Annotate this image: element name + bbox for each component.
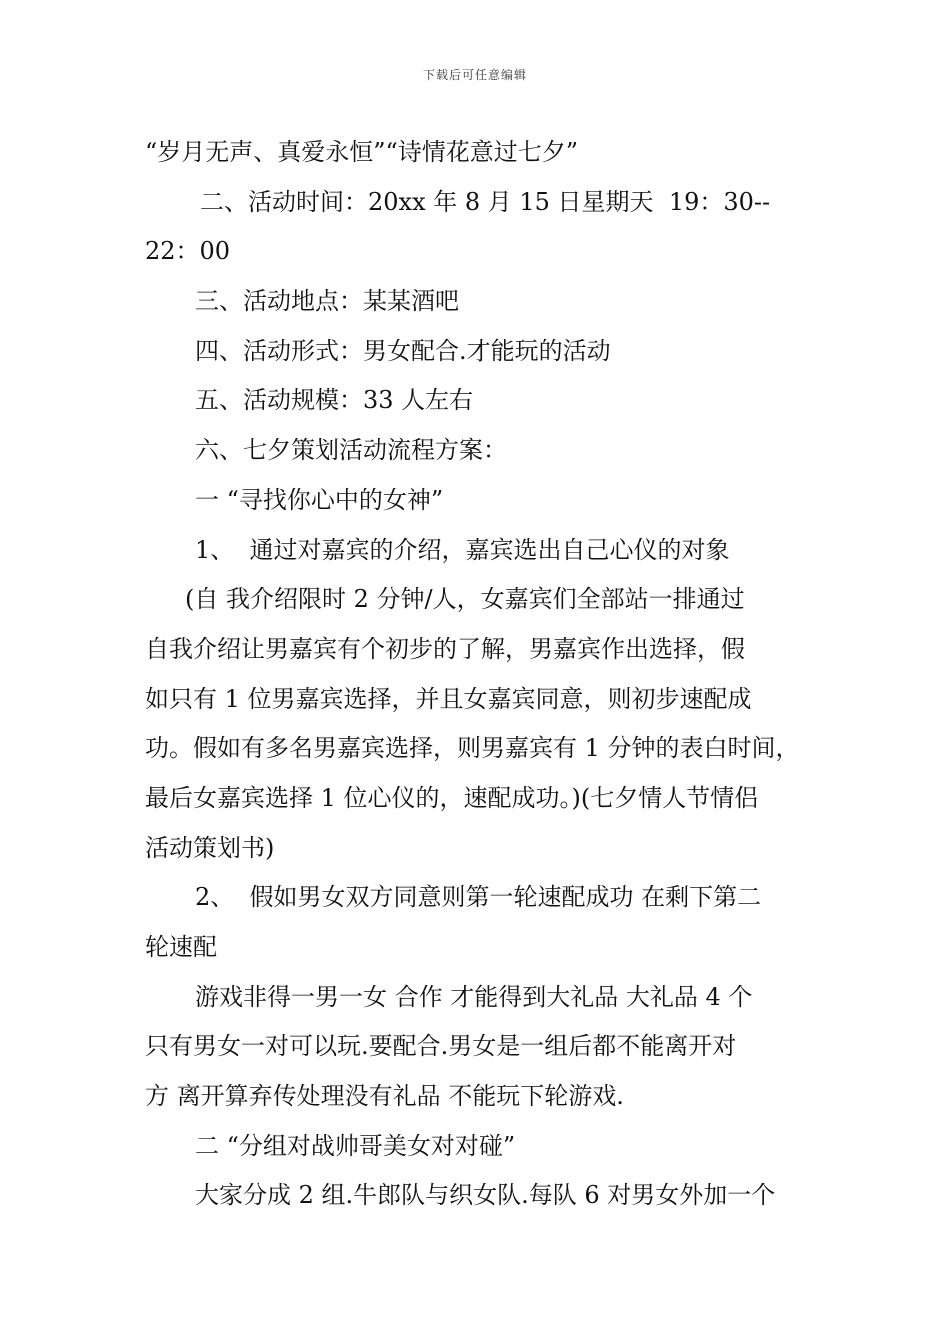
text-line-body: 方 离开算弃传处理没有礼品 不能玩下轮游戏.	[145, 1082, 624, 1111]
text-line-body: 活动策划书)	[145, 833, 275, 862]
text-line-body: 如只有 1 位男嘉宾选择，并且女嘉宾同意，则初步速配成	[145, 684, 752, 713]
text-line-body: 自我介绍让男嘉宾有个初步的了解，男嘉宾作出选择，假	[145, 634, 745, 663]
text-line-game-rules: 游戏非得一男一女 合作 才能得到大礼品 大礼品 4 个	[195, 982, 753, 1011]
text-line-body: 只有男女一对可以玩.要配合.男女是一组后都不能离开对	[145, 1032, 737, 1061]
text-line-location: 三、活动地点：某某酒吧	[195, 287, 459, 316]
text-line-step-two-cont: 轮速配	[145, 933, 217, 961]
text-line-format: 四、活动形式：男女配合.才能玩的活动	[195, 336, 611, 365]
text-line-step-one: 1、 通过对嘉宾的介绍，嘉宾选出自己心仪的对象	[195, 535, 730, 564]
text-line-step-two: 2、 假如男女双方同意则第一轮速配成功 在剩下第二	[195, 883, 762, 912]
text-line-step-one-detail: (自 我介绍限时 2 分钟/人，女嘉宾们全部站一排通过	[185, 585, 745, 614]
text-line-body: 最后女嘉宾选择 1 位心仪的，速配成功。)(七夕情人节情侣	[145, 783, 759, 812]
text-line-body: 功。假如有多名男嘉宾选择，则男嘉宾有 1 分钟的表白时间，	[145, 734, 800, 763]
text-line-section-two: 二 “分组对战帅哥美女对对碰”	[195, 1131, 516, 1160]
text-line-teams: 大家分成 2 组.牛郎队与织女队.每队 6 对男女外加一个	[195, 1181, 776, 1210]
page-header-note: 下载后可任意编辑	[422, 68, 527, 82]
text-line-scale: 五、活动规模：33 人左右	[195, 386, 474, 415]
document-body	[145, 128, 810, 1221]
text-line-process-heading: 六、七夕策划活动流程方案：	[195, 436, 507, 465]
text-line-theme: “岁月无声、真爱永恒”“诗情花意过七夕”	[145, 138, 579, 166]
text-line-time: 二、活动时间：20xx 年 8 月 15 日星期天 19：30--	[200, 187, 771, 216]
text-line-section-one: 一 “寻找你心中的女神”	[195, 485, 444, 514]
text-line-time-cont: 22：00	[145, 237, 231, 266]
